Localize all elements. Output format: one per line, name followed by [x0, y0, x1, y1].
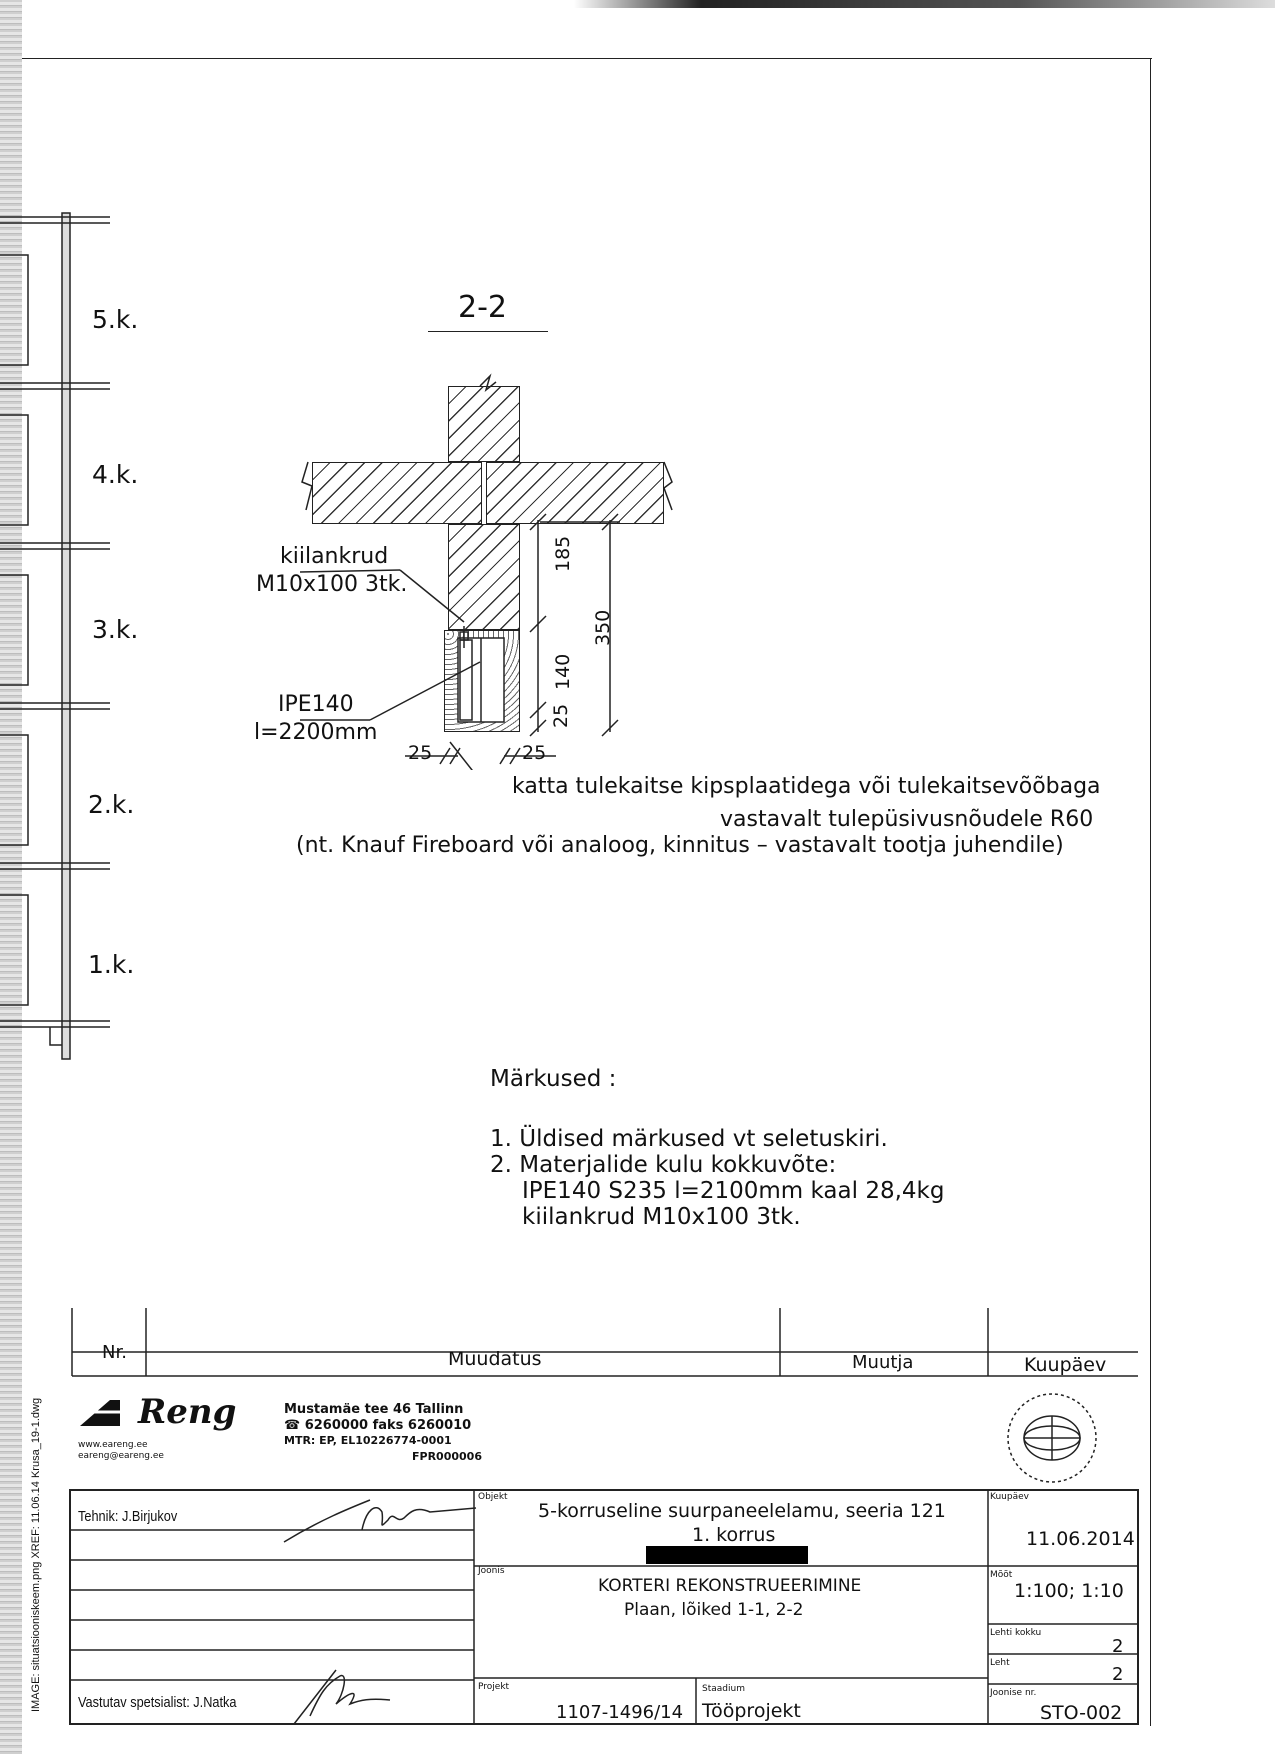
kuupaev-label: Kuupäev: [990, 1492, 1029, 1502]
vastutav-signature: [290, 1664, 410, 1728]
company-logo: Reng: [138, 1392, 237, 1432]
leht-label: Leht: [990, 1658, 1010, 1668]
floor-label-2: 2.k.: [88, 790, 135, 819]
objekt-line-1: 5-korruseline suurpaneelelamu, seeria 121: [538, 1500, 946, 1522]
redaction-bar: [646, 1546, 808, 1564]
company-fpr: FPR000006: [412, 1450, 482, 1463]
beam-label: IPE140: [278, 692, 354, 717]
section-lines: [300, 370, 720, 770]
dimension-25-vertical: 25: [550, 703, 572, 728]
fire-protection-note-3: (nt. Knauf Fireboard või analoog, kinnitus – vastavalt tootja juhendile): [296, 833, 1064, 858]
floor-label-1: 1.k.: [88, 950, 135, 979]
notes-title: Märkused :: [490, 1066, 617, 1092]
drawing-frame: [22, 58, 1152, 1727]
staadium-value: Tööprojekt: [702, 1700, 801, 1722]
side-xref-text: IMAGE: situatsiooniskeem.png XREF: 11.06.14 Krusa_19-1.dwg: [30, 1397, 42, 1712]
beam-length-label: l=2200mm: [254, 720, 378, 745]
note-item-2b: kiilankrud M10x100 3tk.: [522, 1204, 801, 1230]
revision-col-author: Muutja: [852, 1352, 914, 1373]
vastutav-field: Vastutav spetsialist: J.Natka: [78, 1694, 237, 1711]
revision-col-date: Kuupäev: [1024, 1354, 1107, 1376]
floor-label-3: 3.k.: [92, 615, 139, 644]
company-phone: ☎ 6260000 faks 6260010: [284, 1418, 472, 1433]
fire-protection-note-2: vastavalt tulepüsivusnõudele R60: [720, 807, 1094, 832]
note-item-2: 2. Materjalide kulu kokkuvõte:: [490, 1152, 837, 1178]
company-logo-mark: [80, 1396, 140, 1430]
floor-label-5: 5.k.: [92, 305, 139, 334]
epbl-seal: [1004, 1390, 1100, 1486]
revision-col-nr: Nr.: [102, 1342, 127, 1363]
objekt-line-2: 1. korrus: [692, 1524, 776, 1546]
fire-protection-note-1: katta tulekaitse kipsplaatidega või tulekaitsevõõbaga: [512, 774, 1101, 799]
moot-label: Mõõt: [990, 1570, 1013, 1580]
anchor-spec-label: M10x100 3tk.: [256, 572, 408, 597]
moot-value: 1:100; 1:10: [1014, 1580, 1124, 1602]
company-email: eareng@eareng.ee: [78, 1451, 164, 1461]
joonise-nr-label: Joonise nr.: [990, 1688, 1037, 1698]
joonise-nr-value: STO-002: [1040, 1702, 1123, 1724]
joonis-label: Joonis: [478, 1566, 505, 1576]
lehti-kokku-value: 2: [1112, 1636, 1124, 1657]
company-address: Mustamäe tee 46 Tallinn: [284, 1402, 464, 1417]
kuupaev-value: 11.06.2014: [1026, 1528, 1135, 1550]
revision-col-change: Muudatus: [448, 1348, 542, 1370]
dimension-185: 185: [552, 535, 574, 572]
revision-table-grid: [68, 1308, 1140, 1378]
projekt-value: 1107-1496/14: [556, 1702, 684, 1723]
leht-value: 2: [1112, 1664, 1124, 1685]
company-mtr: MTR: EP, EL10226774-0001: [284, 1434, 452, 1447]
anchor-label: kiilankrud: [280, 544, 389, 569]
joonis-line-1: KORTERI REKONSTRUEERIMINE: [598, 1576, 862, 1596]
scan-edge-top: [0, 0, 1275, 8]
dimension-140: 140: [552, 653, 574, 690]
note-item-1: 1. Üldised märkused vt seletuskiri.: [490, 1126, 888, 1152]
dimension-25-right: 25: [522, 742, 547, 764]
tehnik-signature: [280, 1490, 480, 1546]
company-web: www.eareng.ee: [78, 1440, 148, 1450]
lehti-kokku-label: Lehti kokku: [990, 1628, 1042, 1638]
floor-label-4: 4.k.: [92, 460, 139, 489]
dimension-350: 350: [592, 609, 614, 646]
staadium-label: Staadium: [702, 1684, 745, 1694]
dimension-25-left: 25: [408, 742, 433, 764]
drawing-frame-right: [1150, 58, 1151, 1726]
projekt-label: Projekt: [478, 1682, 510, 1692]
joonis-line-2: Plaan, lõiked 1-1, 2-2: [624, 1600, 804, 1620]
title-block-grid: [68, 1488, 1142, 1728]
wall-hatch: [62, 213, 70, 1059]
section-title: 2-2: [458, 290, 507, 325]
note-item-2a: IPE140 S235 l=2100mm kaal 28,4kg: [522, 1178, 945, 1204]
tehnik-field: Tehnik: J.Birjukov: [78, 1508, 178, 1525]
objekt-label: Objekt: [478, 1492, 508, 1502]
section-title-underline: [428, 331, 548, 332]
